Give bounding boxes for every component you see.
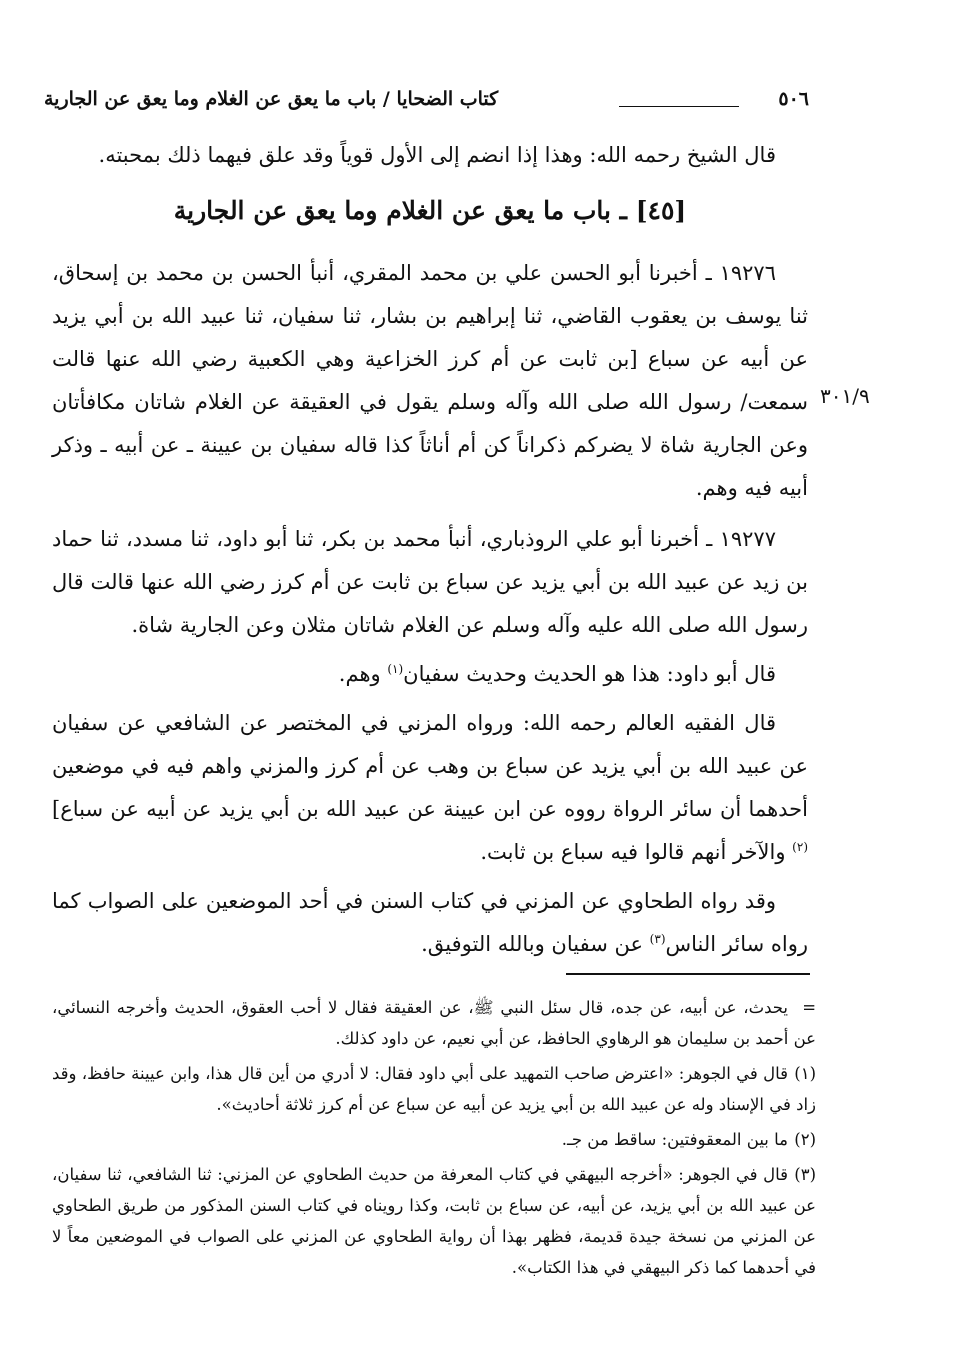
footnote-ref-3[interactable]: (٣)	[649, 932, 666, 946]
header-rule	[619, 106, 739, 107]
footnote-text: قال في الجوهر: «أخرجه البيهقي في كتاب المعرفة من حديث الطحاوي عن المزني: ثنا الشافعي، ثنا سفيان، عن عبيد الله بن أبي يزيد، عن أبيه، عن سباع بن ثابت، وكذا رويناه في كتاب السنن المذكور من طريق الطحاوي عن المزني من نسخة جيدة قديمة، فظهر بهذا أن رواية الطحاوي عن المزني على الصواب في الموضعين معاً لا في أحدهما كما ذكر البيهقي في هذا الكتاب».	[52, 1165, 816, 1277]
tahawi-text: وقد رواه الطحاوي عن المزني في كتاب السنن في أحد الموضعين على الصواب كما رواه سائر الناس	[52, 889, 808, 956]
footnote-2	[52, 1124, 816, 1155]
intro-paragraph: قال الشيخ رحمه الله: وهذا إذا انضم إلى الأول قوياً وقد علق فيهما ذلك بمحبته.	[98, 143, 776, 167]
abu-dawud-text: قال أبو داود: هذا هو الحديث وحديث سفيان	[403, 662, 776, 686]
footnote-text: ما بين المعقوفتين: ساقط من جـ.	[561, 1130, 788, 1149]
section-title: [٤٥] ـ باب ما يعق عن الغلام وما يعق عن الجارية	[173, 196, 687, 225]
footnote-ref-2[interactable]: (٢)	[792, 840, 808, 854]
footnote-1	[52, 1058, 816, 1120]
tahawi-text-end: عن سفيان وبالله التوفيق.	[421, 932, 650, 956]
footnote-marker: (١)	[794, 1064, 816, 1083]
footnotes	[52, 992, 816, 1287]
running-header	[44, 84, 809, 120]
footnote-text: قال في الجوهر: «اعترض صاحب التمهيد على أبي داود فقال: لا أدري من أين قال هذا، وابن عيينة حافظ، وقد زاد في الإسناد وله عن عبيد الله بن أبي يزيد عن أبيه عن سباع عن أم كرز ثلاثة أحاديث».	[52, 1064, 816, 1114]
footnote-continuation	[52, 992, 816, 1054]
faqih-comment	[52, 702, 808, 874]
footnote-separator	[566, 973, 810, 975]
abu-dawud-comment	[52, 653, 808, 696]
running-title: كتاب الضحايا / باب ما يعق عن الغلام وما يعق عن الجارية	[44, 88, 499, 110]
footnote-marker: =	[802, 998, 817, 1017]
intro-text	[52, 134, 808, 177]
tahawi-comment	[52, 880, 808, 966]
page-number: ٥٠٦	[778, 88, 809, 110]
faqih-text-end: والآخر أنهم قالوا فيه سباع بن ثابت.	[480, 840, 793, 864]
footnote-3	[52, 1159, 816, 1283]
margin-reference: ٣٠١/٩	[820, 384, 870, 408]
footnote-text: يحدث، عن أبيه، عن جده، قال سئل النبي ﷺ، عن العقيقة فقال لا أحب العقوق، الحديث وأخرجه النسائي، عن أحمد بن سليمان هو الرهاوي الحافظ، عن أبي نعيم، عن داود كذلك.	[52, 998, 816, 1048]
main-text	[52, 252, 808, 966]
hadith-19277: ١٩٢٧٧ ـ أخبرنا أبو علي الروذباري، أنبأ محمد بن بكر، ثنا أبو داود، ثنا مسدد، ثنا حماد بن زيد عن عبيد الله بن أبي يزيد عن سباع بن ثابت عن أم كرز رضي الله عنها قالت قال رسول الله صلى الله عليه وآله وسلم عن الغلام شاتان مثلان وعن الجارية شاة.	[52, 527, 808, 637]
hadith-19276: ١٩٢٧٦ ـ أخبرنا أبو الحسن علي بن محمد المقري، أنبأ الحسن بن محمد بن إسحاق، ثنا يوسف بن يعقوب القاضي، ثنا إبراهيم بن بشار، ثنا سفيان، ثنا عبيد الله بن أبي يزيد عن أبيه عن سباع [بن ثابت عن أم كرز الخزاعية وهي الكعبية رضي الله عنها قالت سمعت/ رسول الله صلى الله وآله وسلم يقول في العقيقة عن الغلام شاتان مكافأتان وعن الجارية شاة لا يضركم ذكراناً كن أم أناثاً كذا قاله سفيان بن عيينة ـ عن أبيه ـ وذكر أبيه فيه وهم.	[52, 261, 808, 500]
footnote-marker: (٢)	[794, 1130, 816, 1149]
faqih-text: قال الفقيه العالم رحمه الله: ورواه المزني في المختصر عن الشافعي عن سفيان عن عبيد الله بن أبي يزيد عن سباع بن وهب عن أم كرز والمزني واهم فيه في موضعين أحدهما أن سائر الرواة رووه عن ابن عيينة عن عبيد الله بن أبي يزيد عن أبيه عن سباع]	[52, 711, 808, 821]
footnote-ref-1[interactable]: (١)	[387, 662, 404, 676]
abu-dawud-text-end: وهم.	[338, 662, 388, 686]
footnote-marker: (٣)	[794, 1165, 816, 1184]
